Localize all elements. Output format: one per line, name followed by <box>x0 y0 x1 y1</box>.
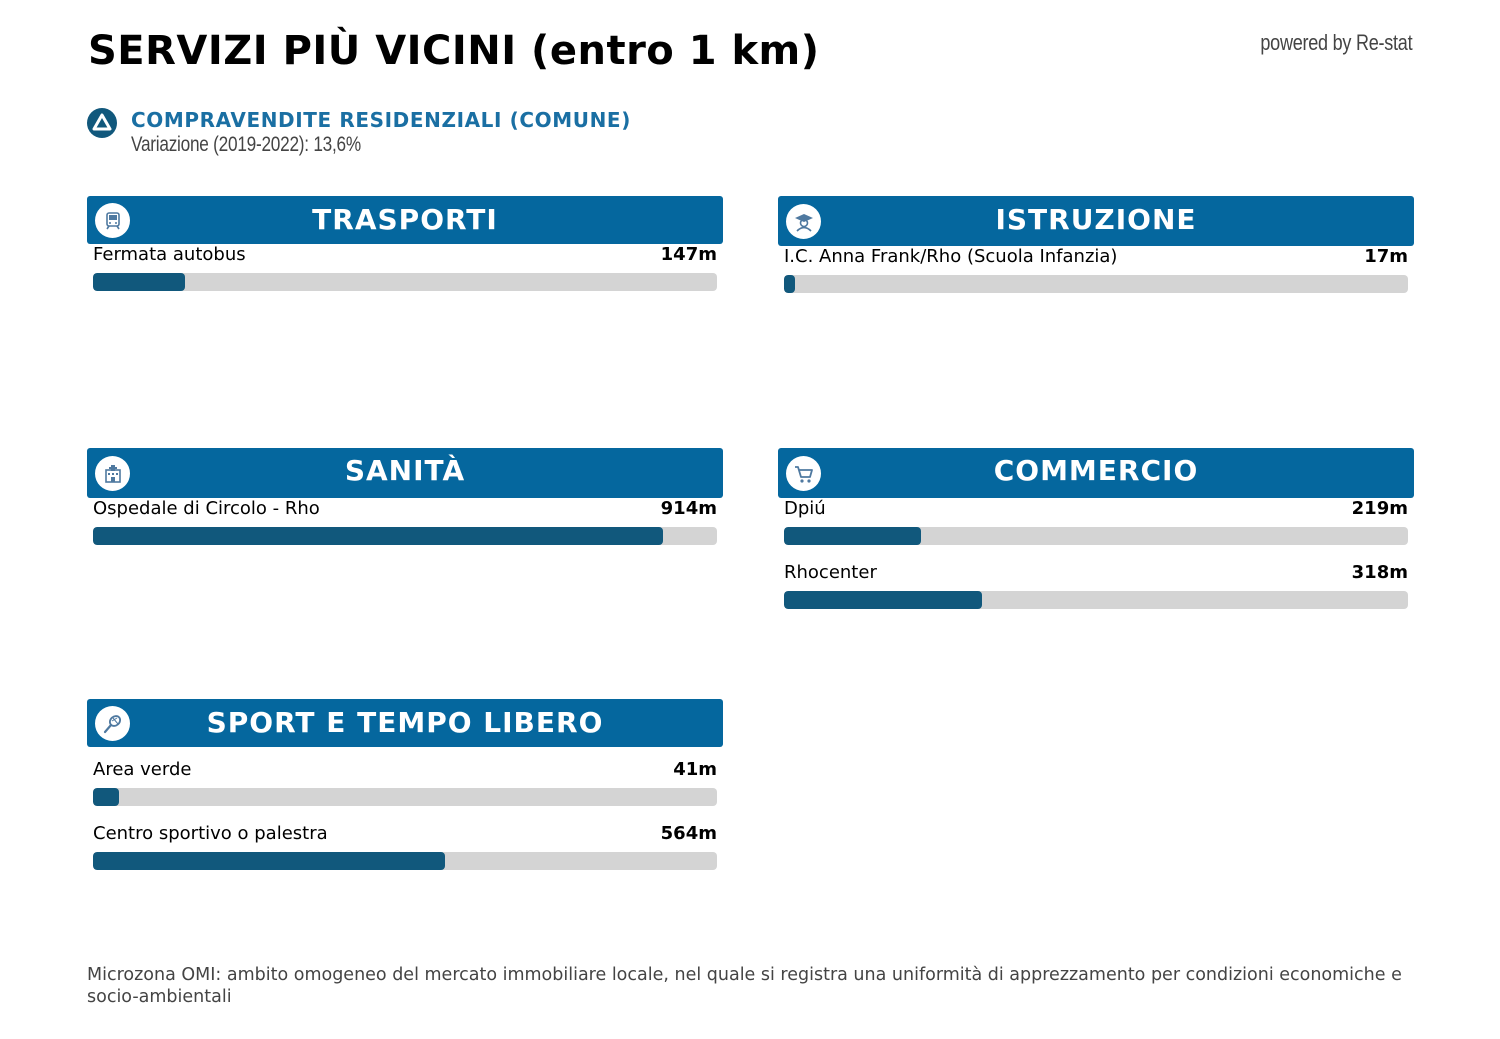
service-name: Rhocenter <box>784 562 877 583</box>
service-item <box>93 498 717 562</box>
category-title: ISTRUZIONE <box>995 203 1197 236</box>
distance-bar <box>93 852 717 870</box>
distance-bar <box>784 275 1408 293</box>
distance-bar <box>93 527 717 545</box>
service-item <box>784 246 1408 310</box>
page-title: SERVIZI PIÙ VICINI (entro 1 km) <box>88 28 820 74</box>
service-distance: 41m <box>673 759 717 780</box>
footnote: Microzona OMI: ambito omogeneo del mercato immobiliare locale, nel quale si registra una uniformità di apprezzamento per condizioni economiche e socio-ambientali <box>87 965 1402 1007</box>
category-title: SANITÀ <box>344 454 466 487</box>
trend-title: COMPRAVENDITE RESIDENZIALI (COMUNE) <box>131 108 631 132</box>
service-distance: 318m <box>1351 562 1408 583</box>
category-header <box>87 699 723 747</box>
service-item <box>784 562 1408 626</box>
service-distance: 914m <box>660 498 717 519</box>
distance-bar-fill <box>784 275 795 293</box>
distance-bar-fill <box>93 527 663 545</box>
category-title: TRASPORTI <box>312 203 498 236</box>
category-title: SPORT E TEMPO LIBERO <box>206 706 604 739</box>
service-distance: 219m <box>1351 498 1408 519</box>
powered-by-logo: powered by Re-stat <box>1259 30 1412 55</box>
service-item <box>93 244 717 308</box>
service-name: Ospedale di Circolo - Rho <box>93 498 320 519</box>
distance-bar-fill <box>93 852 445 870</box>
service-name: Centro sportivo o palestra <box>93 823 328 844</box>
distance-bar-fill <box>784 591 982 609</box>
trend-subtitle: Variazione (2019-2022): 13,6% <box>131 133 361 156</box>
category-panel-sport <box>87 699 723 887</box>
category-header <box>87 448 723 498</box>
triangle-up-icon <box>87 108 117 138</box>
service-name: Dpiú <box>784 498 826 519</box>
category-title: COMMERCIO <box>993 454 1199 487</box>
distance-bar-fill <box>93 273 185 291</box>
service-item <box>93 759 717 823</box>
distance-bar-fill <box>784 527 921 545</box>
distance-bar <box>784 591 1408 609</box>
distance-bar <box>93 788 717 806</box>
category-panel-sanita <box>87 448 723 562</box>
distance-bar <box>784 527 1408 545</box>
service-name: Area verde <box>93 759 192 780</box>
service-distance: 564m <box>660 823 717 844</box>
service-distance: 147m <box>660 244 717 265</box>
service-item <box>93 823 717 887</box>
category-panel-trasporti <box>87 196 723 308</box>
service-distance: 17m <box>1364 246 1408 267</box>
category-header <box>778 196 1414 246</box>
service-item <box>784 498 1408 562</box>
category-panel-commercio <box>778 448 1414 626</box>
category-header <box>778 448 1414 498</box>
service-name: Fermata autobus <box>93 244 246 265</box>
distance-bar <box>93 273 717 291</box>
category-panel-istruzione <box>778 196 1414 310</box>
category-header <box>87 196 723 244</box>
distance-bar-fill <box>93 788 119 806</box>
service-name: I.C. Anna Frank/Rho (Scuola Infanzia) <box>784 246 1118 267</box>
